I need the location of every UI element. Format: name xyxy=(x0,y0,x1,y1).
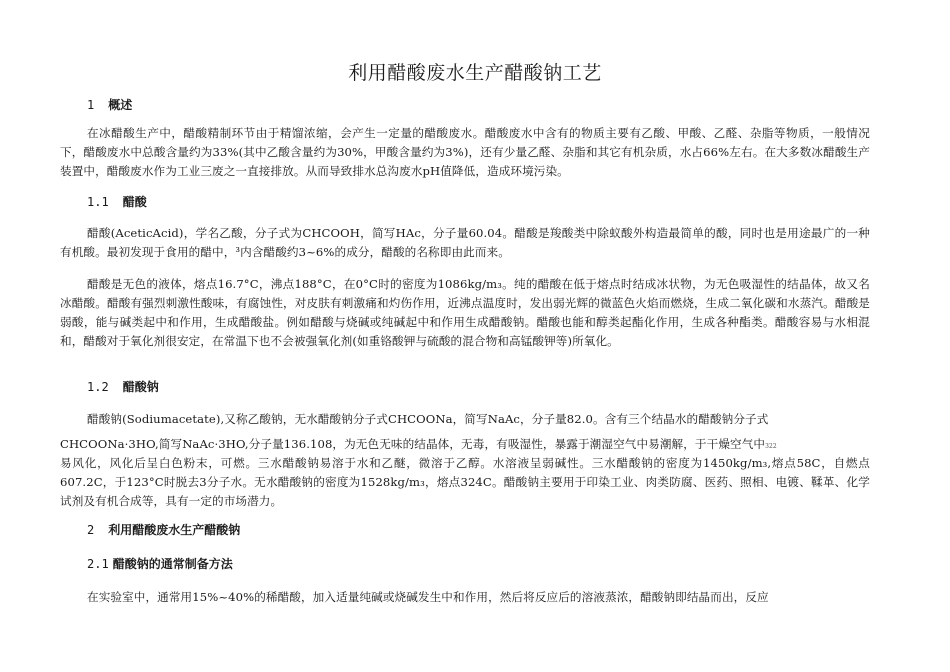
section-number: 2.1 xyxy=(87,557,109,571)
section-label: 利用醋酸废水生产醋酸钠 xyxy=(108,523,241,537)
section-number: 1.1 xyxy=(87,195,109,209)
paragraph-overview: 在冰醋酸生产中，醋酸精制环节由于精馏浓缩，会产生一定量的醋酸废水。醋酸废水中含有的物质主要有乙酸、甲酸、乙醛、杂脂等物质，一般情况下，醋酸废水中总酸含量约为33%(其中乙酸含量约为30%，甲酸含量约为3%)，还有少量乙醛、杂脂和其它有机杂质，水占66%左右。在大多数冰醋酸生产装置中，醋酸废水作为工业三废之一直接排放。从而导致排水总沟废水pH值降低，造成环境污染。 xyxy=(60,126,870,178)
paragraph-acetic-acid-properties: 醋酸是无色的液体，熔点16.7°C，沸点188°C，在0°C时的密度为1086kg/m₃。纯的醋酸在低于熔点时结成冰状物，为无色吸湿性的结晶体，故又名冰醋酸。醋酸有强烈刺激性酸味，有腐蚀性，对皮肤有刺激痛和灼伤作用，近沸点温度时，发出弱光辉的微蓝色火焰而燃烧，生成二氧化碳和水蒸汽。醋酸是弱酸，能与碱类起中和作用，生成醋酸盐。例如醋酸与烧碱或纯碱起中和作用生成醋酸钠。醋酸也能和醇类起酯化作用，生成各种酯类。醋酸容易与水相混和，醋酸对于氧化剂很安定，在常温下也不会被强氧化剂(如重铬酸钾与硫酸的混合物和高锰酸钾等)所氧化。 xyxy=(60,277,870,348)
document-title: 利用醋酸废水生产醋酸钠工艺 xyxy=(348,62,602,84)
section-label: 醋酸钠 xyxy=(122,380,159,394)
section-label: 醋酸钠的通常制备方法 xyxy=(112,557,233,571)
paragraph-sodium-acetate-line2 xyxy=(60,435,870,456)
section-heading-2 xyxy=(87,521,240,538)
section-heading-1 xyxy=(87,96,132,113)
formula-text: CHCOONa·3HO,简写NaAc·3HO,分子量136.108，为无色无味的结晶体，无毒，有吸湿性，暴露于潮湿空气中易潮解，于干燥空气中 xyxy=(60,437,766,451)
section-number: 1.2 xyxy=(87,380,109,394)
subscript-fragment: 322 xyxy=(765,443,777,450)
section-heading-1-2 xyxy=(87,378,159,395)
paragraph-acetic-acid: 醋酸(AceticAcid)，学名乙酸，分子式为CHCOOH，简写HAc，分子量60.04。醋酸是羧酸类中除蚁酸外构造最简单的酸，同时也是用途最广的一种有机酸。最初发现于食用的醋中，³内含醋酸约3~6%的成分，醋酸的名称即由此而来。 xyxy=(60,226,870,259)
paragraph-sodium-acetate-line1: 醋酸钠(Sodiumacetate),又称乙酸钠，无水醋酸钠分子式CHCOONa，简写NaAc，分子量82.0。含有三个结晶水的醋酸钠分子式 xyxy=(87,412,769,426)
section-heading-2-1 xyxy=(87,555,233,572)
section-number: 2 xyxy=(87,523,95,537)
section-label: 醋酸 xyxy=(122,195,147,209)
section-heading-1-1 xyxy=(87,193,147,210)
section-label: 概述 xyxy=(108,98,133,112)
section-number: 1 xyxy=(87,98,95,112)
paragraph-sodium-acetate-body: 易风化，风化后呈白色粉末，可燃。三水醋酸钠易溶于水和乙醚，微溶于乙醇。水溶液呈弱碱性。三水醋酸钠的密度为1450kg/m₃,熔点58C，自燃点607.2C，于123°C时脱去3分子水。无水醋酸钠的密度为1528kg/m₃，熔点324C。醋酸钠主要用于印染工业、肉类防腐、医药、照相、电镀、鞣革、化学试剂及有机合成等，具有一定的市场潜力。 xyxy=(60,456,870,508)
paragraph-preparation: 在实验室中，通常用15%~40%的稀醋酸，加入适量纯碱或烧碱发生中和作用，然后将反应后的溶液蒸浓，醋酸钠即结晶而出，反应 xyxy=(87,590,769,604)
